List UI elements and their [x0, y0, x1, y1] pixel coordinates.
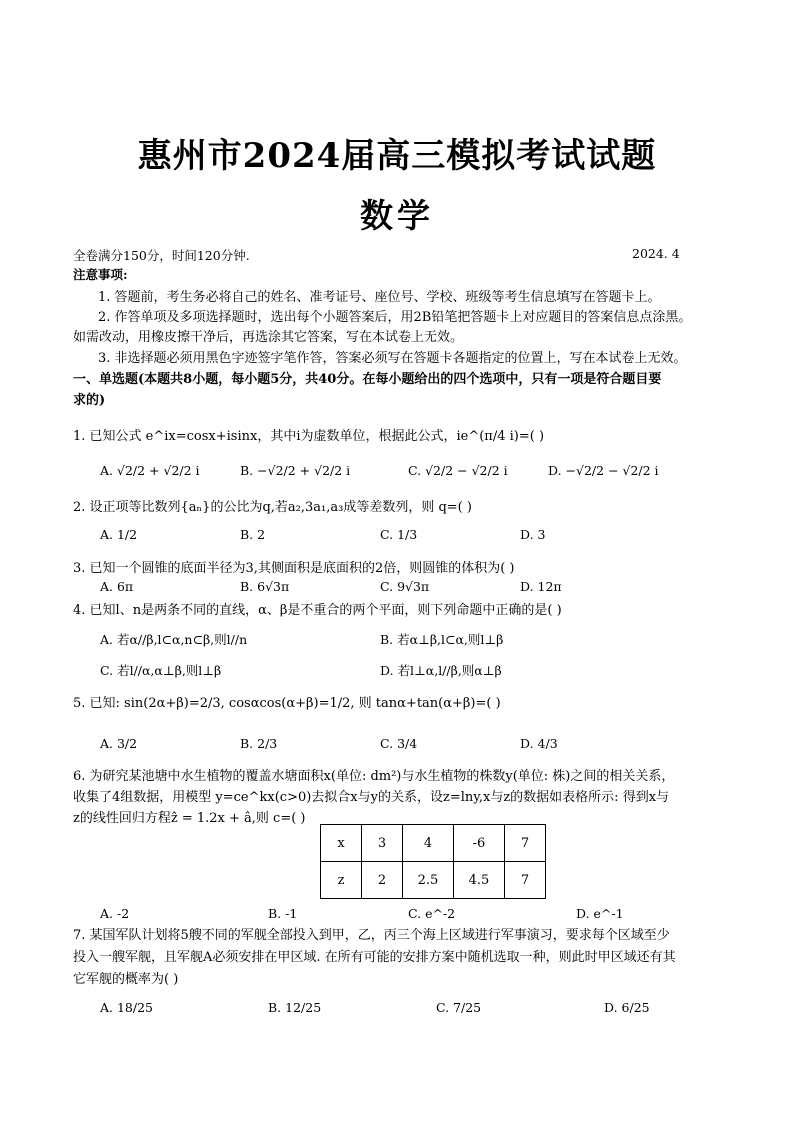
option-d: D. 12π — [520, 579, 562, 594]
data-table — [320, 824, 546, 899]
option-a: A. 3/2 — [100, 736, 138, 751]
exam-info: 全卷满分150分，时间120分钟. — [73, 248, 250, 263]
question-stem: 5. 已知: sin(2α+β)=2/3, cosαcos(α+β)=1/2, 则 tanα+tan(α+β)=( ) — [73, 696, 501, 711]
option-b: B. 2/3 — [240, 736, 278, 751]
option-b: B. 2 — [240, 527, 266, 542]
option-d: D. 4/3 — [520, 736, 558, 751]
option-b: B. 12/25 — [268, 1000, 322, 1015]
table-row — [321, 862, 546, 899]
option-d: D. −√2/2 − √2/2 i — [548, 463, 659, 478]
question-stem: 4. 已知l、n是两条不同的直线，α、β是不重合的两个平面，则下列命题中正确的是( ) — [73, 603, 562, 618]
table-cell: 3 — [362, 825, 403, 862]
table-cell: x — [321, 825, 362, 862]
option-a: A. 1/2 — [100, 527, 138, 542]
table-cell: 4.5 — [454, 862, 505, 899]
option-c: C. e^-2 — [408, 906, 456, 921]
notice-item: 1. 答题前，考生务必将自己的姓名、准考证号、座位号、学校、班级等考生信息填写在答题卡上。 — [98, 290, 661, 305]
question-stem: 它军舰的概率为( ) — [73, 972, 179, 987]
exam-subject: 数学 — [360, 196, 434, 235]
notice-item: 3. 非选择题必须用黑色字迹签字笔作答，答案必须写在答题卡各题指定的位置上，写在本试卷上无效。 — [98, 351, 687, 366]
option-d: D. e^-1 — [576, 906, 624, 921]
table-cell: 4 — [403, 825, 454, 862]
exam-date: 2024. 4 — [632, 246, 680, 261]
option-a: A. √2/2 + √2/2 i — [100, 463, 200, 478]
option-d: D. 6/25 — [604, 1000, 650, 1015]
question-stem: 2. 设正项等比数列{aₙ}的公比为q,若a₂,3a₁,a₃成等差数列，则 q=( ) — [73, 500, 472, 515]
table-row — [321, 825, 546, 862]
notice-heading: 注意事项: — [73, 267, 128, 282]
question-stem: 7. 某国军队计划将5艘不同的军舰全部投入到甲，乙，丙三个海上区域进行军事演习，要求每个区域至少 — [73, 928, 670, 943]
option-c: C. 1/3 — [380, 527, 418, 542]
option-c: C. 若l//α,α⊥β,则l⊥β — [100, 663, 222, 678]
section-heading: 一、单选题(本题共8小题，每小题5分，共40分。在每小题给出的四个选项中，只有一项是符合题目要 — [73, 372, 662, 387]
table-cell: z — [321, 862, 362, 899]
option-b: B. -1 — [268, 906, 298, 921]
notice-item: 2. 作答单项及多项选择题时，选出每个小题答案后，用2B铅笔把答题卡上对应题目的答案信息点涂黑。 — [98, 310, 692, 325]
table-cell: 7 — [505, 825, 546, 862]
option-c: C. 3/4 — [380, 736, 418, 751]
question-stem: 3. 已知一个圆锥的底面半径为3,其侧面积是底面积的2倍，则圆锥的体积为( ) — [73, 561, 515, 576]
option-b: B. 若α⊥β,l⊂α,则l⊥β — [380, 632, 504, 647]
option-a: A. 6π — [100, 579, 134, 594]
question-stem: 投入一艘军舰，且军舰A必须安排在甲区域. 在所有可能的安排方案中随机选取一种，则此时甲区域还有其 — [73, 950, 676, 965]
question-stem: 收集了4组数据，用模型 y=ce^kx(c>0)去拟合x与y的关系，设z=lny,x与z的数据如表格所示: 得到x与 — [73, 790, 670, 805]
option-d: D. 3 — [520, 527, 546, 542]
option-b: B. 6√3π — [240, 579, 290, 594]
option-d: D. 若l⊥α,l//β,则α⊥β — [380, 663, 502, 678]
option-c: C. √2/2 − √2/2 i — [408, 463, 508, 478]
question-stem: 1. 已知公式 e^ix=cosx+isinx，其中i为虚数单位，根据此公式，ie^(π/4 i)=( ) — [73, 429, 545, 444]
table-cell: 2 — [362, 862, 403, 899]
notice-item: 如需改动，用橡皮擦干净后，再选涂其它答案，写在本试卷上无效。 — [73, 330, 464, 345]
table-cell: -6 — [454, 825, 505, 862]
section-heading: 求的) — [73, 393, 106, 408]
exam-title: 惠州市2024届高三模拟考试试题 — [137, 136, 657, 176]
option-c: C. 9√3π — [380, 579, 430, 594]
option-a: A. 若α//β,l⊂α,n⊂β,则l//n — [100, 632, 248, 647]
table-cell: 7 — [505, 862, 546, 899]
option-b: B. −√2/2 + √2/2 i — [240, 463, 351, 478]
option-c: C. 7/25 — [436, 1000, 482, 1015]
question-stem: 6. 为研究某池塘中水生植物的覆盖水塘面积x(单位: dm²)与水生植物的株数y(单位: 株)之间的相关关系， — [73, 769, 675, 784]
table-cell: 2.5 — [403, 862, 454, 899]
option-a: A. 18/25 — [100, 1000, 153, 1015]
option-a: A. -2 — [100, 906, 130, 921]
question-stem: z的线性回归方程ẑ = 1.2x + â,则 c=( ) — [73, 811, 306, 826]
